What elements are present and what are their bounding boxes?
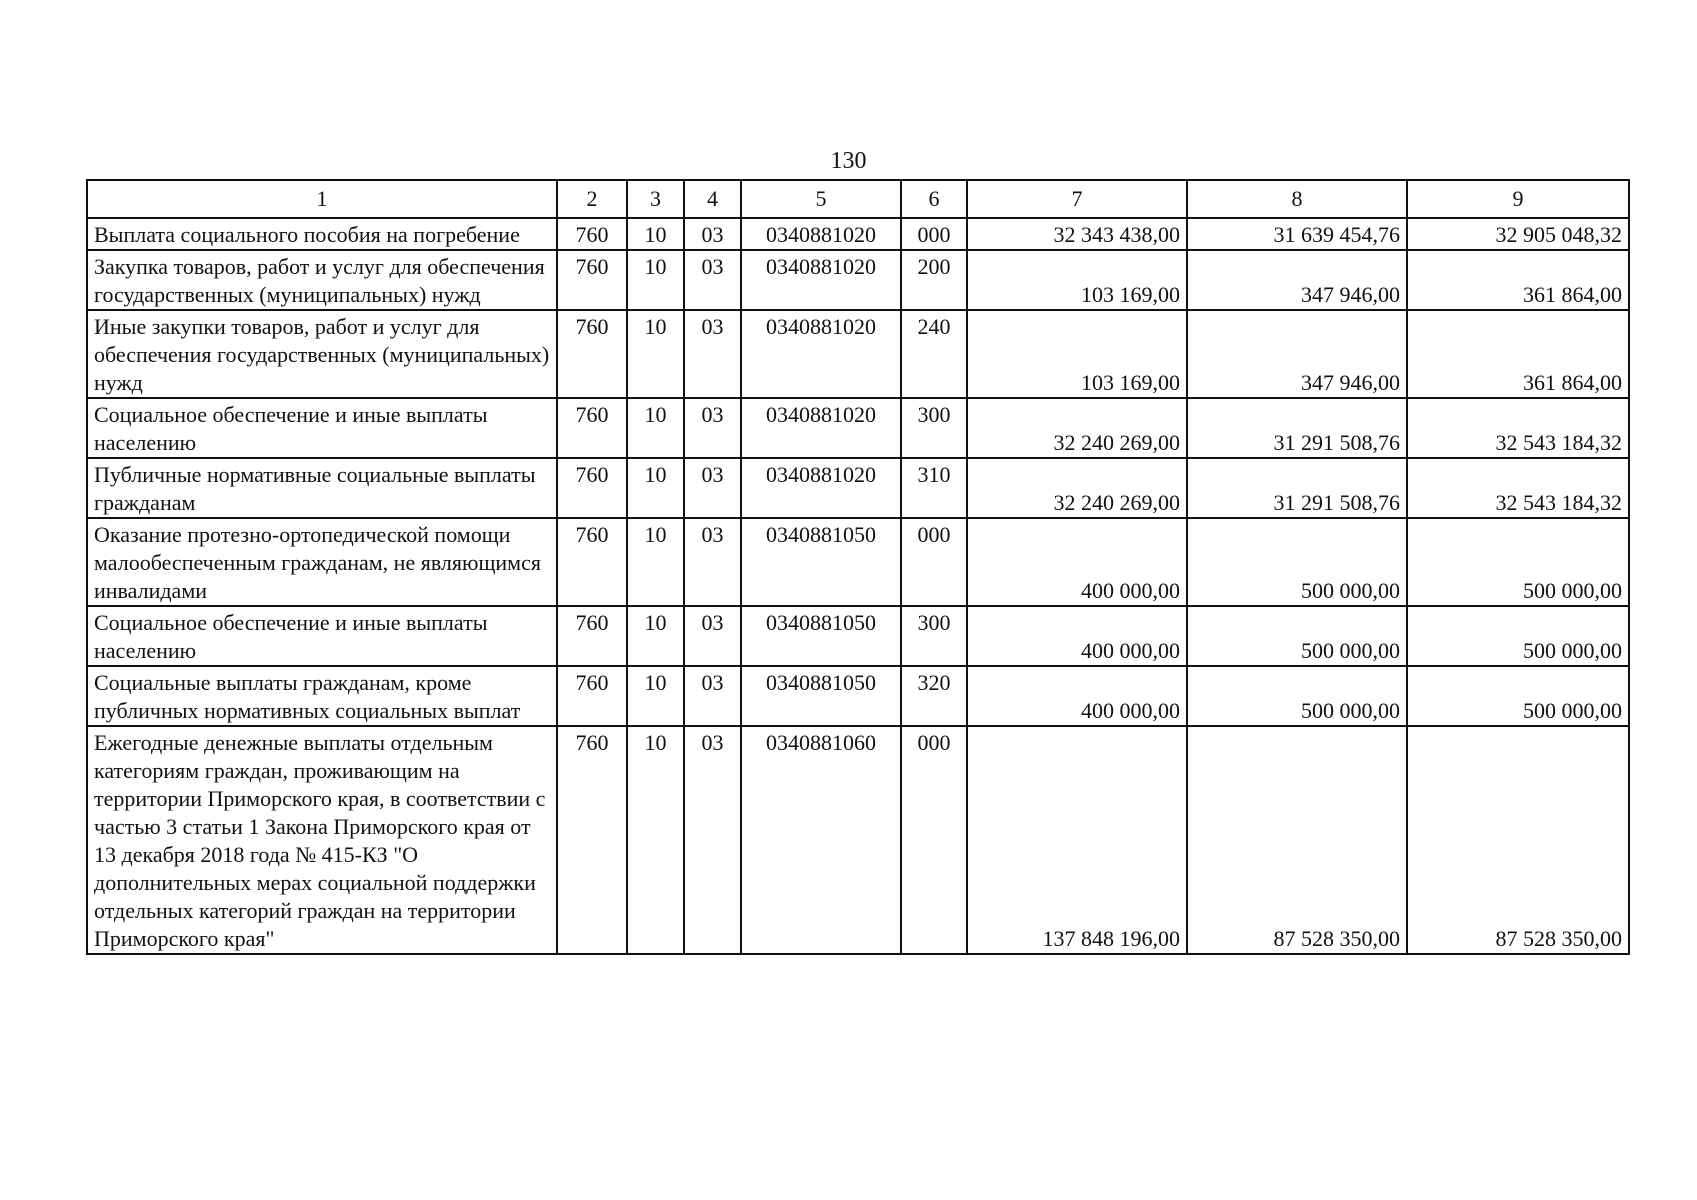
col-header-3: 3 (627, 180, 684, 218)
code-6: 000 (901, 218, 967, 250)
table-row (87, 458, 1629, 518)
amount-7: 137 848 196,00 (967, 726, 1187, 954)
amount-8: 31 639 454,76 (1187, 218, 1407, 250)
code-2: 760 (557, 250, 627, 310)
amount-9: 500 000,00 (1407, 666, 1629, 726)
amount-9: 500 000,00 (1407, 606, 1629, 666)
code-4: 03 (684, 606, 741, 666)
code-5: 0340881020 (741, 398, 901, 458)
code-5: 0340881050 (741, 606, 901, 666)
page-number: 130 (830, 148, 867, 174)
code-4: 03 (684, 398, 741, 458)
code-2: 760 (557, 398, 627, 458)
code-3: 10 (627, 606, 684, 666)
code-2: 760 (557, 726, 627, 954)
col-header-7: 7 (967, 180, 1187, 218)
amount-7: 103 169,00 (967, 310, 1187, 398)
row-name: Социальное обеспечение и иные выплаты населению (87, 398, 557, 458)
code-3: 10 (627, 310, 684, 398)
col-header-9: 9 (1407, 180, 1629, 218)
code-3: 10 (627, 250, 684, 310)
col-header-8: 8 (1187, 180, 1407, 218)
code-2: 760 (557, 606, 627, 666)
amount-7: 103 169,00 (967, 250, 1187, 310)
code-4: 03 (684, 726, 741, 954)
code-2: 760 (557, 518, 627, 606)
amount-9: 32 543 184,32 (1407, 398, 1629, 458)
amount-7: 32 240 269,00 (967, 398, 1187, 458)
code-4: 03 (684, 250, 741, 310)
code-6: 200 (901, 250, 967, 310)
col-header-4: 4 (684, 180, 741, 218)
code-6: 320 (901, 666, 967, 726)
code-5: 0340881020 (741, 250, 901, 310)
code-4: 03 (684, 310, 741, 398)
amount-9: 87 528 350,00 (1407, 726, 1629, 954)
amount-9: 32 543 184,32 (1407, 458, 1629, 518)
amount-8: 347 946,00 (1187, 310, 1407, 398)
row-name: Социальные выплаты гражданам, кроме публичных нормативных социальных выплат (87, 666, 557, 726)
amount-9: 500 000,00 (1407, 518, 1629, 606)
amount-8: 500 000,00 (1187, 666, 1407, 726)
code-3: 10 (627, 218, 684, 250)
table-row (87, 310, 1629, 398)
code-5: 0340881020 (741, 458, 901, 518)
amount-7: 400 000,00 (967, 518, 1187, 606)
row-name: Иные закупки товаров, работ и услуг для обеспечения государственных (муниципальных) нужд (87, 310, 557, 398)
row-name: Социальное обеспечение и иные выплаты населению (87, 606, 557, 666)
row-name: Публичные нормативные социальные выплаты гражданам (87, 458, 557, 518)
col-header-2: 2 (557, 180, 627, 218)
amount-8: 31 291 508,76 (1187, 458, 1407, 518)
table-row (87, 250, 1629, 310)
code-2: 760 (557, 310, 627, 398)
code-6: 300 (901, 606, 967, 666)
amount-9: 361 864,00 (1407, 250, 1629, 310)
col-header-6: 6 (901, 180, 967, 218)
amount-8: 500 000,00 (1187, 606, 1407, 666)
budget-table (86, 179, 1630, 955)
code-5: 0340881050 (741, 518, 901, 606)
amount-7: 400 000,00 (967, 606, 1187, 666)
amount-8: 31 291 508,76 (1187, 398, 1407, 458)
table-row (87, 606, 1629, 666)
col-header-5: 5 (741, 180, 901, 218)
amount-8: 347 946,00 (1187, 250, 1407, 310)
col-header-1: 1 (87, 180, 557, 218)
table-row (87, 726, 1629, 954)
code-6: 000 (901, 518, 967, 606)
code-5: 0340881060 (741, 726, 901, 954)
amount-9: 32 905 048,32 (1407, 218, 1629, 250)
table-row (87, 398, 1629, 458)
code-3: 10 (627, 398, 684, 458)
code-2: 760 (557, 666, 627, 726)
code-4: 03 (684, 458, 741, 518)
code-6: 240 (901, 310, 967, 398)
amount-8: 87 528 350,00 (1187, 726, 1407, 954)
amount-7: 32 343 438,00 (967, 218, 1187, 250)
amount-7: 32 240 269,00 (967, 458, 1187, 518)
code-4: 03 (684, 518, 741, 606)
code-5: 0340881020 (741, 218, 901, 250)
code-5: 0340881050 (741, 666, 901, 726)
code-5: 0340881020 (741, 310, 901, 398)
code-3: 10 (627, 666, 684, 726)
row-name: Выплата социального пособия на погребение (87, 218, 557, 250)
header-row (87, 180, 1629, 218)
code-4: 03 (684, 218, 741, 250)
code-6: 310 (901, 458, 967, 518)
amount-9: 361 864,00 (1407, 310, 1629, 398)
code-6: 000 (901, 726, 967, 954)
code-3: 10 (627, 726, 684, 954)
table-row (87, 666, 1629, 726)
code-2: 760 (557, 458, 627, 518)
amount-7: 400 000,00 (967, 666, 1187, 726)
amount-8: 500 000,00 (1187, 518, 1407, 606)
code-2: 760 (557, 218, 627, 250)
table-row (87, 218, 1629, 250)
code-6: 300 (901, 398, 967, 458)
row-name: Ежегодные денежные выплаты отдельным категориям граждан, проживающим на территории Приморского края, в соответствии с частью 3 статьи 1 Закона Приморского края от 13 декабря 2018 года № 415-КЗ "О дополнительных мерах социальной поддержки отдельных категорий граждан на территории Приморского края" (87, 726, 557, 954)
row-name: Закупка товаров, работ и услуг для обеспечения государственных (муниципальных) нужд (87, 250, 557, 310)
code-3: 10 (627, 458, 684, 518)
code-3: 10 (627, 518, 684, 606)
table-row (87, 518, 1629, 606)
code-4: 03 (684, 666, 741, 726)
row-name: Оказание протезно-ортопедической помощи малообеспеченным гражданам, не являющимся инвалидами (87, 518, 557, 606)
